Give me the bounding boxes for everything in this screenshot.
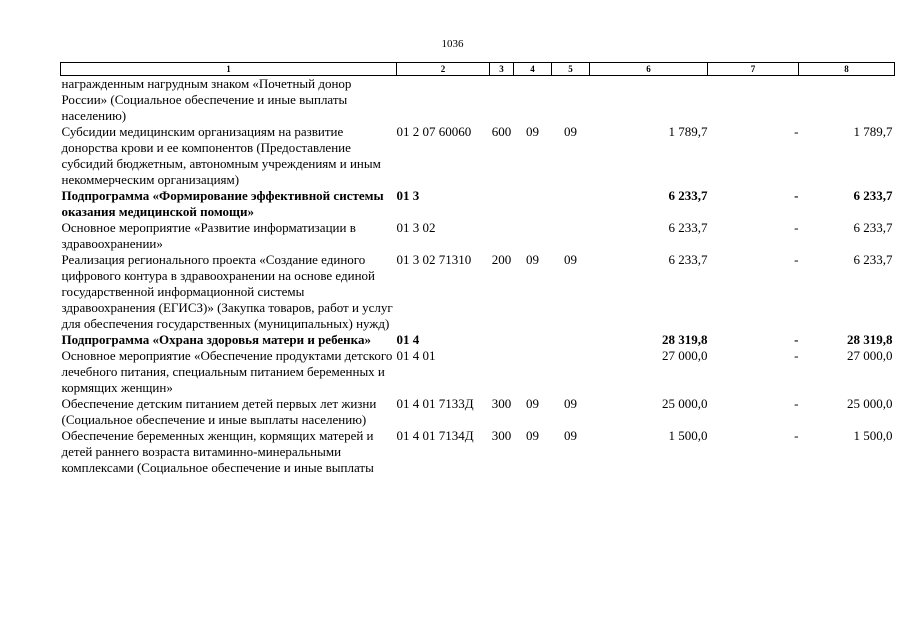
row-c5 xyxy=(552,188,590,220)
row-name: Реализация регионального проекта «Создание единого цифрового контура в здравоохранении на основе единой государственной информационной системы здравоохранения (ЕГИСЗ)» (Закупка товаров, работ и услуг для обеспечения государственных (муниципальных) нужд) xyxy=(61,252,393,331)
row-c3: 300 xyxy=(491,396,512,411)
row-c4: 09 xyxy=(526,396,539,411)
row-c6: 6 233,7 xyxy=(668,252,708,267)
row-c3: 300 xyxy=(491,428,512,443)
row-c5 xyxy=(552,332,590,348)
table-row-subprogram xyxy=(61,332,895,348)
row-code xyxy=(397,76,490,125)
row-c5: 09 xyxy=(564,396,577,411)
row-c8: 1 789,7 xyxy=(853,124,893,139)
table-row xyxy=(61,124,895,188)
row-c6: 27 000,0 xyxy=(662,348,708,363)
row-c4: 09 xyxy=(526,428,539,443)
row-code: 01 3 02 xyxy=(396,220,436,235)
row-c8: 6 233,7 xyxy=(853,220,893,235)
row-c4 xyxy=(514,220,552,252)
header-col-5: 5 xyxy=(552,63,590,76)
row-c5: 09 xyxy=(564,124,577,139)
row-c4: 09 xyxy=(526,124,539,139)
row-name: Основное мероприятие «Развитие информатизации в здравоохранении» xyxy=(61,220,356,251)
row-code: 01 3 02 71310 xyxy=(396,252,472,267)
header-col-1: 1 xyxy=(61,63,397,76)
row-name: Подпрограмма «Формирование эффективной системы оказания медицинской помощи» xyxy=(61,188,384,219)
row-c8: 27 000,0 xyxy=(847,348,893,363)
row-c3 xyxy=(490,348,514,396)
row-code: 01 4 xyxy=(396,332,420,347)
row-c7: - xyxy=(794,428,799,443)
row-c6: 6 233,7 xyxy=(668,188,708,203)
row-c4 xyxy=(514,76,552,125)
row-c5: 09 xyxy=(564,428,577,443)
row-c7: - xyxy=(794,348,799,363)
header-col-8: 8 xyxy=(799,63,895,76)
row-c8 xyxy=(799,76,895,125)
row-c4: 09 xyxy=(526,252,539,267)
header-col-6: 6 xyxy=(590,63,708,76)
table-row xyxy=(61,220,895,252)
row-name: Подпрограмма «Охрана здоровья матери и ребенка» xyxy=(61,332,371,347)
row-c4 xyxy=(514,188,552,220)
header-row xyxy=(61,63,895,76)
row-c7: - xyxy=(794,252,799,267)
row-c5 xyxy=(552,76,590,125)
row-c7: - xyxy=(794,396,799,411)
table-row xyxy=(61,428,895,476)
row-c4 xyxy=(514,348,552,396)
row-c8: 25 000,0 xyxy=(847,396,893,411)
row-c3 xyxy=(490,76,514,125)
row-c8: 6 233,7 xyxy=(853,188,893,203)
row-c5: 09 xyxy=(564,252,577,267)
table-row xyxy=(61,348,895,396)
row-c3: 200 xyxy=(491,252,512,267)
header-col-4: 4 xyxy=(514,63,552,76)
row-c7: - xyxy=(794,220,799,235)
row-c8: 1 500,0 xyxy=(853,428,893,443)
header-col-2: 2 xyxy=(397,63,490,76)
row-c3 xyxy=(490,188,514,220)
row-c7 xyxy=(708,76,799,125)
row-code: 01 4 01 7133Д xyxy=(396,396,474,411)
row-c6: 1 789,7 xyxy=(668,124,708,139)
row-c5 xyxy=(552,348,590,396)
row-c7: - xyxy=(794,188,799,203)
page-number: 1036 xyxy=(441,38,464,50)
row-c6 xyxy=(590,76,708,125)
row-c3: 600 xyxy=(491,124,512,139)
row-code: 01 4 01 7134Д xyxy=(396,428,474,443)
table-row xyxy=(61,76,895,125)
row-c6: 28 319,8 xyxy=(662,332,708,347)
row-c5 xyxy=(552,220,590,252)
row-name: Обеспечение детским питанием детей первых лет жизни (Социальное обеспечение и иные выплаты населению) xyxy=(61,396,377,427)
table-row xyxy=(61,396,895,428)
header-col-7: 7 xyxy=(708,63,799,76)
row-c6: 25 000,0 xyxy=(662,396,708,411)
row-c7: - xyxy=(794,124,799,139)
row-code: 01 4 01 xyxy=(396,348,436,363)
row-code: 01 3 xyxy=(396,188,420,203)
row-name: награжденным нагрудным знаком «Почетный донор России» (Социальное обеспечение и иные выплаты населению) xyxy=(61,76,352,123)
row-c8: 28 319,8 xyxy=(847,332,893,347)
row-name: Обеспечение беременных женщин, кормящих матерей и детей раннего возраста витаминно-минеральными комплексами (Социальное обеспечение и иные выплаты xyxy=(61,428,374,475)
row-c6: 6 233,7 xyxy=(668,220,708,235)
row-c3 xyxy=(490,332,514,348)
row-name: Субсидии медицинским организациям на развитие донорства крови и ее компонентов (Предоставление субсидий бюджетным, автономным учреждениям и иным некоммерческим организациям) xyxy=(61,124,381,187)
row-c7: - xyxy=(794,332,799,347)
row-c8: 6 233,7 xyxy=(853,252,893,267)
header-col-3: 3 xyxy=(490,63,514,76)
table-row xyxy=(61,252,895,332)
table-row-subprogram xyxy=(61,188,895,220)
row-c3 xyxy=(490,220,514,252)
row-c4 xyxy=(514,332,552,348)
row-code: 01 2 07 60060 xyxy=(396,124,472,139)
row-c6: 1 500,0 xyxy=(668,428,708,443)
row-name: Основное мероприятие «Обеспечение продуктами детского лечебного питания, специальным питанием беременных и кормящих женщин» xyxy=(61,348,393,395)
budget-table xyxy=(60,62,895,476)
